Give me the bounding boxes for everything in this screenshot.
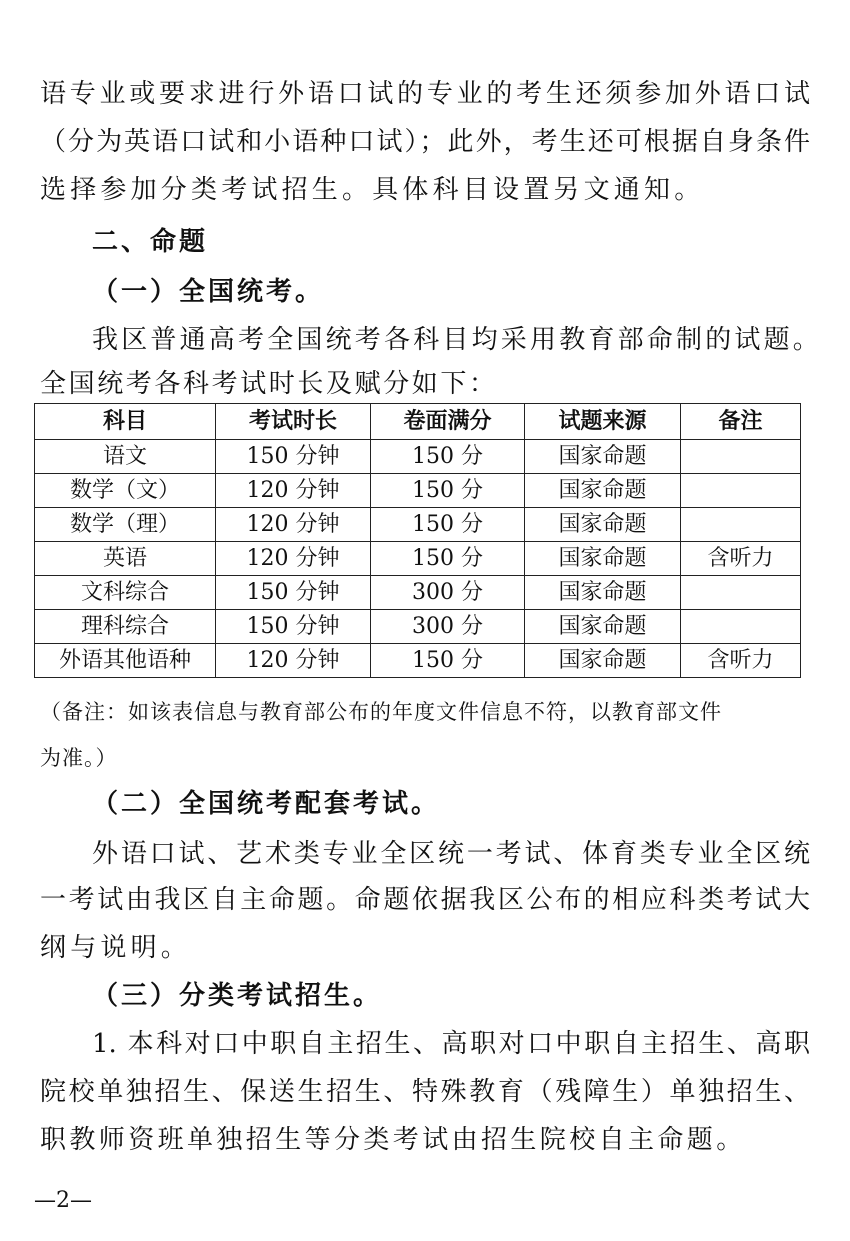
paragraph-line: 全国统考各科考试时长及赋分如下： [40, 369, 498, 399]
table-cell: 120 分钟 [216, 474, 371, 508]
subsection-heading: （一）全国统考。 [92, 277, 325, 307]
table-cell [681, 508, 801, 542]
table-cell: 数学（理） [35, 508, 216, 542]
section-heading: 二、命题 [92, 227, 209, 257]
table-row [35, 474, 801, 508]
table-header-cell: 科目 [35, 404, 216, 440]
paragraph-line: 我区普通高考全国统考各科目均采用教育部命制的试题。 [92, 325, 823, 355]
table-row [35, 440, 801, 474]
table-cell: 含听力 [681, 542, 801, 576]
subsection-heading: （三）分类考试招生。 [92, 981, 383, 1011]
table-cell: 理科综合 [35, 610, 216, 644]
table-header-cell: 卷面满分 [371, 404, 525, 440]
paragraph-line: 一考试由我区自主命题。命题依据我区公布的相应科类考试大 [40, 885, 810, 915]
table-cell: 英语 [35, 542, 216, 576]
table-cell [681, 576, 801, 610]
table-cell: 国家命题 [525, 440, 681, 474]
table-cell: 150 分 [371, 474, 525, 508]
table-cell [681, 440, 801, 474]
table-row [35, 508, 801, 542]
table-cell [681, 610, 801, 644]
table-note: （备注：如该表信息与教育部公布的年度文件信息不符，以教育部文件 [40, 700, 722, 724]
table-cell [681, 474, 801, 508]
table-row [35, 542, 801, 576]
table-header-cell: 试题来源 [525, 404, 681, 440]
table-cell: 150 分钟 [216, 440, 371, 474]
table-cell: 120 分钟 [216, 542, 371, 576]
table-cell: 120 分钟 [216, 508, 371, 542]
table-header-cell: 考试时长 [216, 404, 371, 440]
subsection-heading: （二）全国统考配套考试。 [92, 789, 441, 819]
paragraph-line: 纲与说明。 [40, 933, 192, 963]
table-header-cell: 备注 [681, 404, 801, 440]
table-cell: 国家命题 [525, 610, 681, 644]
page-number: —2— [34, 1188, 92, 1213]
paragraph-line: 1. 本科对口中职自主招生、高职对口中职自主招生、高职 [92, 1029, 810, 1059]
paragraph-line: （分为英语口试和小语种口试）；此外，考生还可根据自身条件 [40, 127, 810, 157]
table-cell: 外语其他语种 [35, 644, 216, 678]
table-cell: 150 分钟 [216, 576, 371, 610]
table-cell: 150 分 [371, 508, 525, 542]
table-cell: 120 分钟 [216, 644, 371, 678]
table-cell: 国家命题 [525, 542, 681, 576]
table-cell: 300 分 [371, 576, 525, 610]
table-row [35, 644, 801, 678]
paragraph-line: 选择参加分类考试招生。具体科目设置另文通知。 [40, 175, 705, 205]
paragraph-line: 语专业或要求进行外语口试的专业的考生还须参加外语口试 [40, 79, 810, 109]
table-cell: 150 分 [371, 542, 525, 576]
table-cell: 国家命题 [525, 576, 681, 610]
table-cell: 300 分 [371, 610, 525, 644]
table-cell: 文科综合 [35, 576, 216, 610]
paragraph-line: 职教师资班单独招生等分类考试由招生院校自主命题。 [40, 1125, 746, 1155]
table-cell: 国家命题 [525, 644, 681, 678]
paragraph-line: 外语口试、艺术类专业全区统一考试、体育类专业全区统 [92, 839, 810, 869]
exam-table [34, 403, 801, 678]
table-cell: 国家命题 [525, 508, 681, 542]
table-cell: 150 分 [371, 440, 525, 474]
paragraph-line: 院校单独招生、保送生招生、特殊教育（残障生）单独招生、 [40, 1077, 810, 1107]
table-note: 为准。） [40, 746, 118, 770]
table-cell: 数学（文） [35, 474, 216, 508]
table-cell: 150 分钟 [216, 610, 371, 644]
table-cell: 语文 [35, 440, 216, 474]
table-cell: 150 分 [371, 644, 525, 678]
table-cell: 国家命题 [525, 474, 681, 508]
table-header-row [35, 404, 801, 440]
table-row [35, 576, 801, 610]
table-cell: 含听力 [681, 644, 801, 678]
table-row [35, 610, 801, 644]
